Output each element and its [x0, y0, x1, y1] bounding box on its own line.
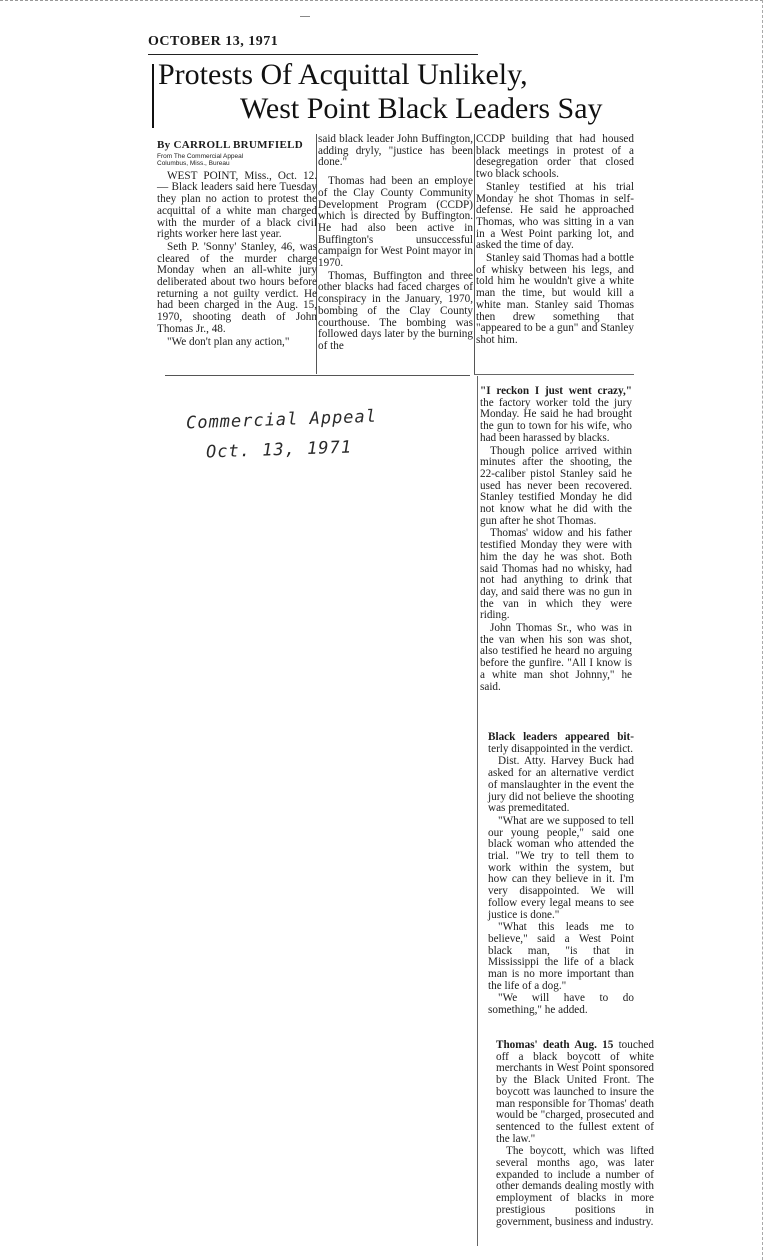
paragraph: Seth P. 'Sonny' Stanley, 46, was cleared of the murder charge Monday when an all-white jury deliberated about two hours before returning a not guilty verdict. He had been charged in the Aug. 15, 1970, shooting death of John Thomas Jr., 48. [157, 240, 317, 335]
paragraph: Thomas, Buffington and three other blacks had faced charges of conspiracy in the January, 1970, bombing of the Clay County courthouse. The bombing was followed days later by the burning of the [318, 269, 473, 352]
paragraph: Stanley said Thomas had a bottle of whisky between his legs, and told him he wouldn't give a white man the time, but would kill a white man. Stanley said Thomas then drew something that "appeared to be a gun" and Stanley shot him. [476, 252, 634, 346]
headline-line-2: West Point Black Leaders Say [240, 92, 603, 125]
paragraph: Though police arrived within minutes after the shooting, the 22-caliber pistol Stanley said he used has never been recovered. Stanley testified Monday he did not know what he did with the gun after he shot Thomas. [480, 444, 632, 527]
paragraph-text: the factory worker told the jury Monday. He said he had brought the gun to town for his wife, who had been harassed by blacks. [480, 396, 632, 444]
article-bottom-rule [165, 375, 470, 376]
handwritten-source-note: Commercial Appeal [185, 406, 378, 434]
article-column-4 [480, 386, 632, 694]
paragraph: Stanley testified at his trial Monday he shot Thomas in self-defense. He said he approached Thomas, who was sitting in a van in a West Point parking lot, and asked the time of day. [476, 180, 634, 252]
dateline: OCTOBER 13, 1971 [148, 34, 279, 49]
paragraph: The boycott, which was lifted several months ago, was later expanded to include a number of other demands dealing mostly with employment of blacks in more prestigious positions in government, business and industry. [496, 1145, 654, 1228]
dateline-rule [148, 54, 478, 55]
article-column-2 [318, 134, 473, 354]
paragraph [480, 386, 632, 445]
headline-line-1: Protests Of Acquittal Unlikely, [158, 58, 528, 91]
paragraph: "What this leads me to believe," said a West Point black man, "is that in Mississippi the life of a black man is no more important than the life of a dog." [488, 921, 634, 992]
article-column-3 [476, 134, 634, 348]
subhead: "I reckon I just went crazy," [480, 385, 632, 397]
paragraph: "What are we supposed to tell our young people," said one black woman who attended the trial. "We try to tell them to work within the system, but how can they believe in it. I'm very disappointed. We will follow every legal means to see justice is done." [488, 814, 634, 921]
column-rule-3 [477, 376, 478, 1246]
paragraph: Thomas had been an employe of the Clay County Community Development Program (CCDP) which is directed by Buffington. He had also been active in Buffington's unsuccessful campaign for West Point mayor in 1970. [318, 175, 473, 270]
paragraph: Dist. Atty. Harvey Buck had asked for an alternative verdict of manslaughter in the event the jury did not believe the shooting was premeditated. [488, 755, 634, 815]
paragraph: WEST POINT, Miss., Oct. 12. — Black leaders said here Tuesday they plan no action to protest the acquittal of a white man charged with the murder of a black civil rights worker here last year. [157, 169, 317, 241]
handwritten-date-note: Oct. 13, 1971 [205, 437, 353, 463]
subhead: Thomas' death Aug. 15 [496, 1039, 614, 1051]
paragraph: "We don't plan any action," [167, 335, 290, 348]
paragraph: John Thomas Sr., who was in the van when his son was shot, also testified he heard no arguing before the gunfire. "All I know is a white man shot Johnny," he said. [480, 622, 632, 693]
column-rule-2 [474, 134, 475, 374]
scan-mark [300, 16, 310, 17]
paragraph: CCDP building that had housed black meetings in protest of a desegregation order that closed two black schools. [476, 133, 634, 181]
paragraph: Thomas' death Aug. 15 touched off a black boycott of white merchants in West Point sponsored by the Black United Front. The boycott was launched to insure the man responsible for Thomas' death would be "charged, prosecuted and sentenced to the fullest extent of the law." [496, 1039, 654, 1145]
jump-top-rule [474, 374, 634, 375]
paragraph: Thomas' widow and his father testified Monday they were with him the day he was shot. Both said Thomas had no whisky, had not had anything to drink that day, and said there was no gun in the van in which they were riding. [480, 527, 632, 622]
byline: By CARROLL BRUMFIELD [157, 139, 303, 151]
article-column-6 [496, 1040, 654, 1229]
subhead: Black leaders appeared bit- terly disappointed in the verdict. [488, 731, 634, 755]
source-line-2: Columbus, Miss., Bureau [157, 159, 230, 167]
headline [152, 58, 642, 126]
paragraph: said black leader John Buffington, adding dryly, "justice has been done." [318, 133, 473, 169]
source-credit [157, 153, 317, 167]
page-top-edge [0, 0, 763, 1]
source-line-1: From The Commercial Appeal [157, 152, 244, 160]
article-column-1 [157, 138, 317, 349]
paragraph: "We will have to do something," he added. [488, 992, 634, 1017]
article-column-5 [488, 732, 634, 1018]
